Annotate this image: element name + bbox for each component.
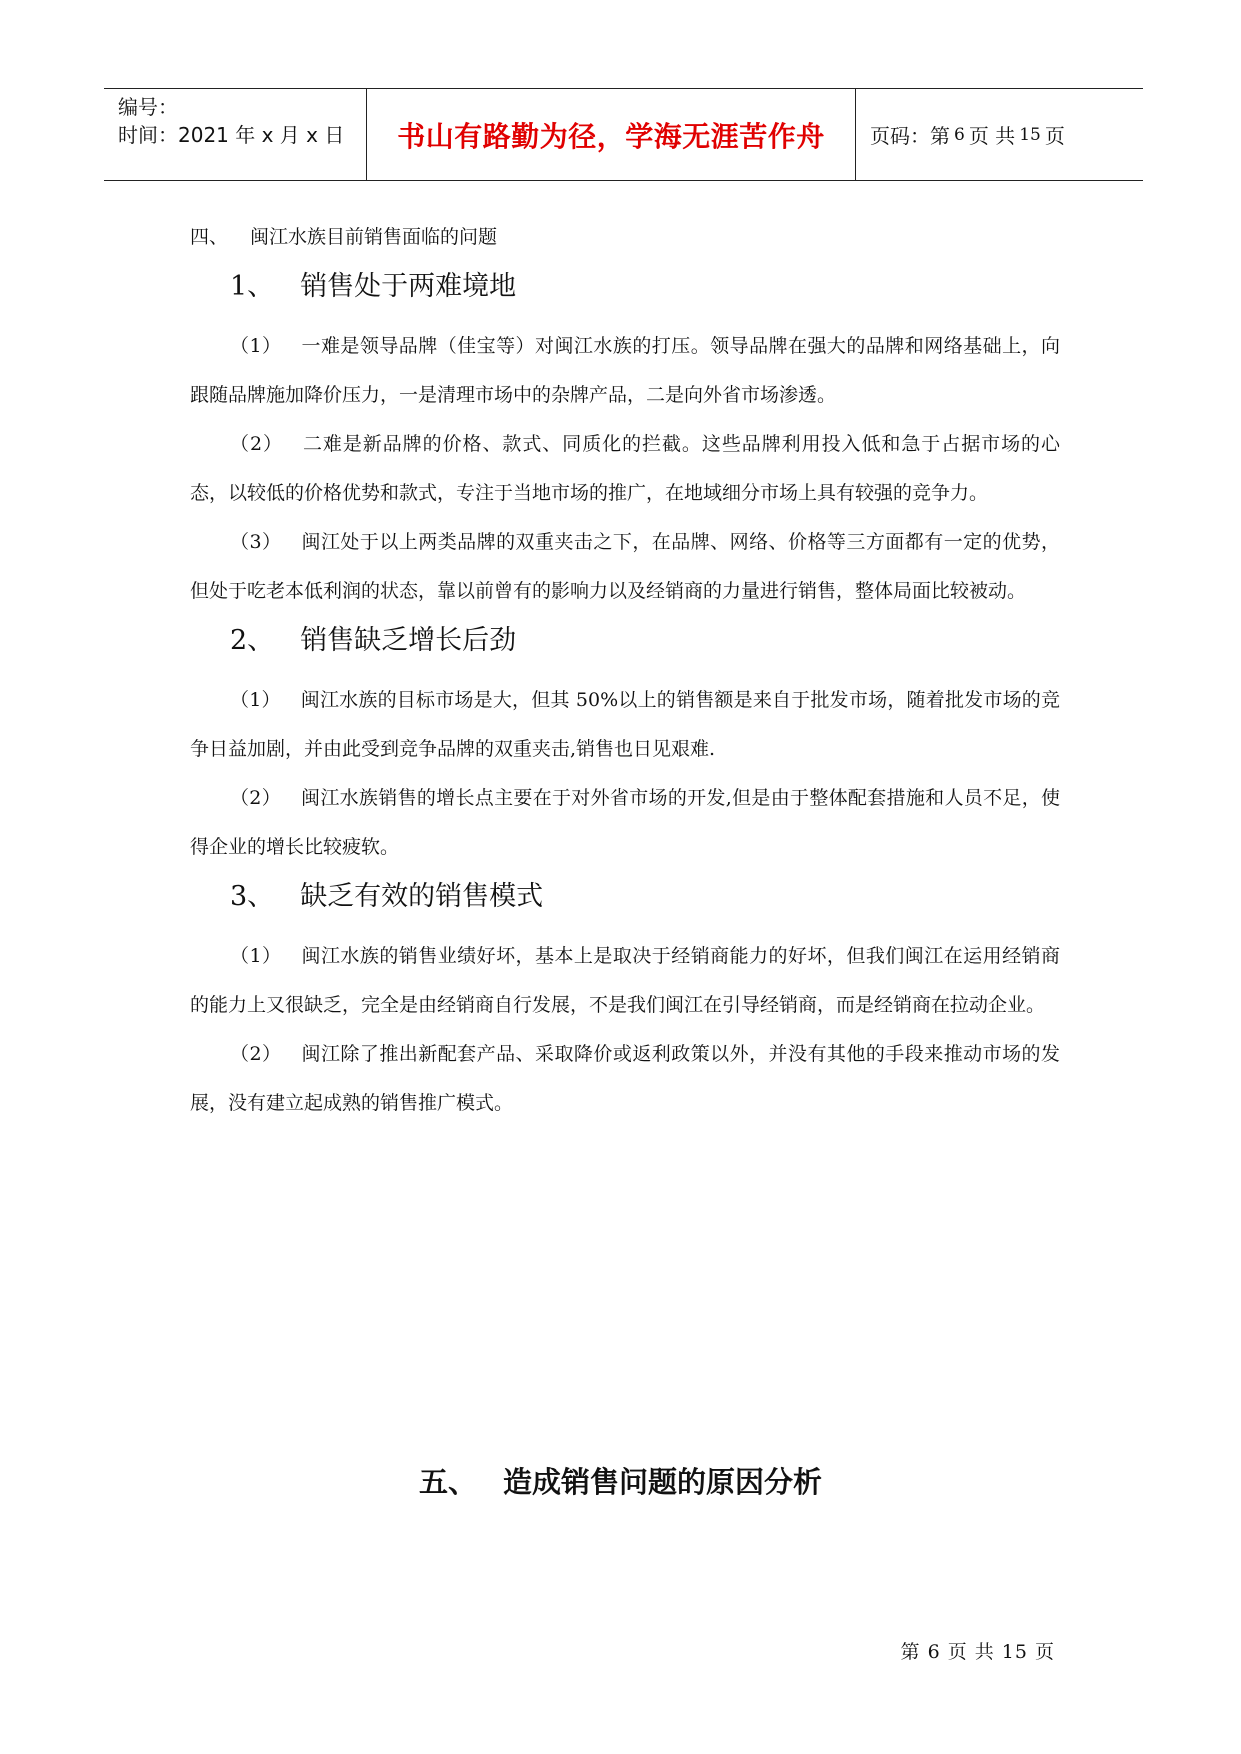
paragraph-marker: （2） [230,1043,282,1065]
paragraph [190,518,1060,616]
paragraph-text: 闽江水族的销售业绩好坏，基本上是取决于经销商能力的好坏，但我们闽江在运用经销商的能力上又很缺乏，完全是由经销商自行发展，不是我们闽江在引导经销商，而是经销商在拉动企业。 [190,945,1060,1016]
document-body [190,212,1060,1128]
total-pages: 15 [1019,124,1041,145]
section-5-heading [0,1460,1241,1501]
subsection-marker: 1、 [230,271,275,302]
paragraph-text: 二难是新品牌的价格、款式、同质化的拦截。这些品牌利用投入低和急于占据市场的心态，以较低的价格优势和款式，专注于当地市场的推广，在地域细分市场上具有较强的竞争力。 [190,433,1060,504]
section-5-title: 造成销售问题的原因分析 [503,1465,823,1499]
time-label: 时间：2021 年 x 月 x 日 [118,123,345,147]
paragraph-marker: （2） [230,787,282,809]
subsection-title: 缺乏有效的销售模式 [300,881,544,912]
page-prefix: 页码：第 [870,124,950,148]
paragraph [190,420,1060,518]
header-page-info [856,89,1143,180]
paragraph-marker: （1） [230,335,282,357]
paragraph [190,932,1060,1030]
paragraph-text: 闽江处于以上两类品牌的双重夹击之下，在品牌、网络、价格等三方面都有一定的优势，但处于吃老本低利润的状态，靠以前曾有的影响力以及经销商的力量进行销售，整体局面比较被动。 [190,531,1060,602]
section-4-marker: 四、 [190,226,229,248]
section-4-heading [190,212,1060,262]
paragraph [190,676,1060,774]
page-number: 6 [954,124,965,145]
subsection-heading [230,268,1060,306]
subsection-heading [230,878,1060,916]
page-mid: 页 共 [968,124,1016,148]
paragraph-marker: （2） [230,433,283,455]
section-5-marker: 五、 [418,1465,477,1499]
page-footer: 第 6 页 共 15 页 [900,1641,1055,1663]
paragraph-marker: （3） [230,531,282,553]
paragraph-text: 闽江水族的目标市场是大，但其 50%以上的销售额是来自于批发市场，随着批发市场的竞争日益加剧，并由此受到竞争品牌的双重夹击,销售也日见艰难. [190,689,1061,760]
page-header [104,88,1143,181]
header-motto: 书山有路勤为径，学海无涯苦作舟 [366,89,856,180]
paragraph-marker: （1） [230,945,282,967]
subsection-heading [230,622,1060,660]
paragraph [190,322,1060,420]
paragraph-text: 闽江除了推出新配套产品、采取降价或返利政策以外，并没有其他的手段来推动市场的发展，没有建立起成熟的销售推广模式。 [190,1043,1060,1114]
paragraph-text: 一难是领导品牌（佳宝等）对闽江水族的打压。领导品牌在强大的品牌和网络基础上，向跟随品牌施加降价压力，一是清理市场中的杂牌产品，二是向外省市场渗透。 [190,335,1060,406]
paragraph-marker: （1） [230,689,281,711]
subsection-title: 销售缺乏增长后劲 [300,625,517,656]
paragraph-text: 闽江水族销售的增长点主要在于对外省市场的开发,但是由于整体配套措施和人员不足，使得企业的增长比较疲软。 [190,787,1060,858]
page-suffix: 页 [1044,124,1065,148]
paragraph [190,1030,1060,1128]
number-label: 编号： [118,95,178,119]
paragraph [190,774,1060,872]
header-meta [104,89,366,180]
subsection-marker: 3、 [230,881,275,912]
subsection-marker: 2、 [230,625,275,656]
section-4-title: 闽江水族目前销售面临的问题 [250,226,498,248]
subsection-title: 销售处于两难境地 [300,271,517,302]
